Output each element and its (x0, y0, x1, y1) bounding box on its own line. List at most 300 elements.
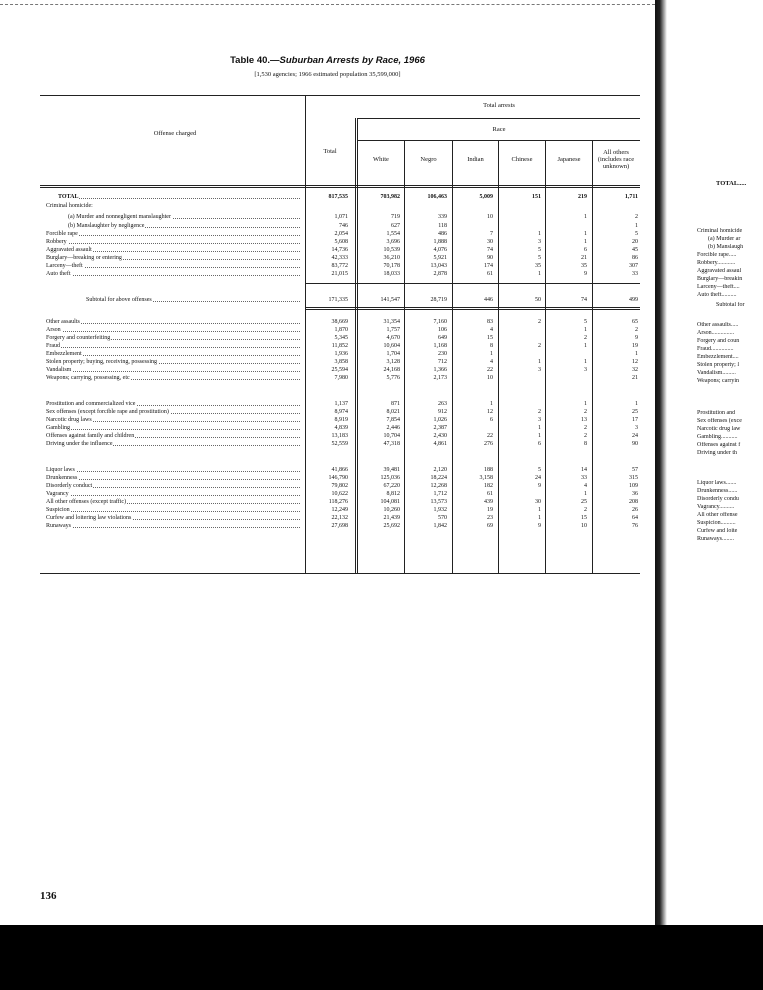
cell-negro: 1,842 (433, 523, 447, 529)
right-page-row: Burglary—breakin (697, 276, 743, 282)
row-label (46, 342, 300, 350)
cell-negro: 28,719 (430, 297, 447, 303)
row-label-text: Subtotal for above offenses (86, 297, 152, 303)
cell-japanese: 2 (584, 433, 587, 439)
cell-white: 5,776 (386, 375, 400, 381)
row-label (46, 202, 300, 210)
right-page-row: Robbery............ (697, 260, 736, 266)
right-page-row: Embezzlement.... (697, 354, 739, 360)
cell-negro: 2,878 (433, 271, 447, 277)
cell-others: 2 (635, 214, 638, 220)
cell-negro: 118 (438, 223, 447, 229)
book-page-right (655, 0, 763, 925)
cell-negro: 12,268 (430, 483, 447, 489)
row-label-text: Larceny—theft (46, 263, 83, 269)
cell-negro: 13,573 (430, 499, 447, 505)
cell-white: 18,033 (383, 271, 400, 277)
cell-japanese: 4 (584, 483, 587, 489)
right-page-row: Sex offenses (exce (697, 418, 742, 424)
row-label-text: Robbery (46, 239, 67, 245)
row-label (46, 490, 300, 498)
row-label (46, 254, 300, 262)
cell-total: 42,333 (331, 255, 348, 261)
right-page-row: Larceny—theft.... (697, 284, 740, 290)
cell-chinese: 6 (538, 441, 541, 447)
scanner-background (0, 925, 763, 990)
cell-total: 10,622 (331, 491, 348, 497)
cell-chinese: 1 (538, 515, 541, 521)
table-row (0, 350, 640, 358)
table-row (0, 408, 640, 416)
cell-white: 10,704 (383, 433, 400, 439)
cell-indian: 174 (484, 263, 493, 269)
cell-japanese: 13 (581, 417, 587, 423)
cell-white: 125,036 (380, 475, 400, 481)
cell-chinese: 30 (535, 499, 541, 505)
cell-indian: 439 (484, 499, 493, 505)
table-row (0, 262, 640, 270)
right-page-row: (b) Manslaugh (708, 244, 744, 250)
table-row (0, 238, 640, 246)
row-label-text: Weapons; carrying, possessing, etc (46, 375, 130, 381)
cell-white: 3,128 (386, 359, 400, 365)
cell-japanese: 35 (581, 263, 587, 269)
row-label-text: Prostitution and commercialized vice (46, 401, 136, 407)
cell-japanese: 1 (584, 491, 587, 497)
cell-total: 146,790 (328, 475, 348, 481)
cell-others: 64 (632, 515, 638, 521)
row-label (46, 514, 300, 522)
header-total-arrests: Total arrests (483, 102, 515, 109)
cell-japanese: 10 (581, 523, 587, 529)
row-label (46, 474, 300, 482)
cell-negro: 4,076 (433, 247, 447, 253)
cell-chinese: 3 (538, 367, 541, 373)
cell-indian: 10 (487, 214, 493, 220)
cell-others: 1 (635, 401, 638, 407)
cell-others: 499 (629, 297, 638, 303)
cell-total: 5,345 (334, 335, 348, 341)
right-page-row: Offenses against f (697, 442, 741, 448)
row-label (46, 424, 300, 432)
cell-japanese: 1 (584, 327, 587, 333)
cell-others: 76 (632, 523, 638, 529)
cell-negro: 1,888 (433, 239, 447, 245)
cell-chinese: 50 (535, 297, 541, 303)
right-page-row: Vagrancy.......... (697, 504, 735, 510)
cell-others: 315 (629, 475, 638, 481)
cell-indian: 6 (490, 417, 493, 423)
right-page-row: All other offense (697, 512, 738, 518)
cell-japanese: 2 (584, 335, 587, 341)
cell-negro: 13,043 (430, 263, 447, 269)
row-label (68, 222, 300, 230)
row-label-text: Narcotic drug laws (46, 417, 92, 423)
cell-indian: 61 (487, 271, 493, 277)
row-label (58, 193, 300, 201)
table-row (0, 202, 640, 210)
cell-others: 17 (632, 417, 638, 423)
cell-indian: 90 (487, 255, 493, 261)
right-page-row: (a) Murder ar (708, 236, 741, 242)
cell-others: 208 (629, 499, 638, 505)
cell-japanese: 14 (581, 467, 587, 473)
right-page-row: Subtotal for (716, 302, 745, 308)
cell-total: 746 (339, 223, 348, 229)
right-page-row: Auto theft.......... (697, 292, 737, 298)
cell-chinese: 2 (538, 319, 541, 325)
cell-chinese: 24 (535, 475, 541, 481)
cell-negro: 4,861 (433, 441, 447, 447)
cell-others: 9 (635, 335, 638, 341)
cell-white: 2,446 (386, 425, 400, 431)
cell-chinese: 3 (538, 417, 541, 423)
row-label (46, 366, 300, 374)
cell-chinese: 9 (538, 523, 541, 529)
row-label (46, 432, 300, 440)
row-label (46, 238, 300, 246)
table-row (0, 254, 640, 262)
table-row (0, 498, 640, 506)
cell-japanese: 74 (581, 297, 587, 303)
right-page-row: Criminal homicide (697, 228, 743, 234)
cell-others: 3 (635, 425, 638, 431)
table-row (0, 466, 640, 474)
cell-others: 1,711 (624, 194, 638, 200)
cell-total: 7,980 (334, 375, 348, 381)
cell-others: 32 (632, 367, 638, 373)
right-page-row: Drunkenness...... (697, 488, 738, 494)
cell-negro: 1,168 (433, 343, 447, 349)
cell-total: 8,919 (334, 417, 348, 423)
table-row (0, 246, 640, 254)
cell-chinese: 35 (535, 263, 541, 269)
row-label (46, 230, 300, 238)
cell-chinese: 1 (538, 425, 541, 431)
cell-total: 4,839 (334, 425, 348, 431)
cell-chinese: 151 (532, 194, 541, 200)
header-chinese: Chinese (511, 156, 533, 163)
cell-japanese: 33 (581, 475, 587, 481)
cell-white: 1,554 (386, 231, 400, 237)
cell-indian: 22 (487, 433, 493, 439)
cell-others: 45 (632, 247, 638, 253)
header-all-others: All others (includes race unknown) (597, 149, 635, 170)
cell-total: 8,974 (334, 409, 348, 415)
cell-total: 12,249 (331, 507, 348, 513)
cell-japanese: 6 (584, 247, 587, 253)
cell-indian: 188 (484, 467, 493, 473)
cell-negro: 2,120 (433, 467, 447, 473)
cell-indian: 19 (487, 507, 493, 513)
cell-white: 36,210 (383, 255, 400, 261)
row-label-text: Gambling (46, 425, 70, 431)
cell-chinese: 1 (538, 231, 541, 237)
cell-indian: 276 (484, 441, 493, 447)
cell-total: 14,736 (331, 247, 348, 253)
right-page-row: Vandalism......... (697, 370, 736, 376)
cell-negro: 570 (438, 515, 447, 521)
cell-others: 20 (632, 239, 638, 245)
cell-total: 22,132 (331, 515, 348, 521)
cell-japanese: 2 (584, 409, 587, 415)
cell-japanese: 1 (584, 359, 587, 365)
row-label (46, 408, 300, 416)
row-label (46, 522, 300, 530)
cell-japanese: 1 (584, 401, 587, 407)
cell-white: 703,982 (380, 194, 400, 200)
cell-white: 31,354 (383, 319, 400, 325)
cell-negro: 1,366 (433, 367, 447, 373)
row-label-text: Runaways (46, 523, 71, 529)
cell-white: 10,604 (383, 343, 400, 349)
row-label (46, 246, 300, 254)
cell-indian: 22 (487, 367, 493, 373)
cell-negro: 1,932 (433, 507, 447, 513)
cell-white: 7,854 (386, 417, 400, 423)
cell-negro: 263 (438, 401, 447, 407)
table-row (0, 432, 640, 440)
table-row (0, 366, 640, 374)
cell-total: 2,054 (334, 231, 348, 237)
row-label (46, 318, 300, 326)
cell-indian: 5,009 (479, 194, 493, 200)
cell-japanese: 219 (578, 194, 587, 200)
row-label (46, 416, 300, 424)
row-label (46, 374, 300, 382)
cell-chinese: 5 (538, 467, 541, 473)
table-row (0, 374, 640, 382)
right-page-row: Runaways........ (697, 536, 734, 542)
cell-japanese: 5 (584, 319, 587, 325)
table-row (0, 296, 640, 304)
row-label-text: TOTAL (58, 194, 79, 200)
cell-white: 10,539 (383, 247, 400, 253)
cell-indian: 83 (487, 319, 493, 325)
row-label-text: Vagrancy (46, 491, 69, 497)
cell-negro: 1,712 (433, 491, 447, 497)
row-label-text: Drunkenness (46, 475, 78, 481)
right-page-row: Weapons; carryin (697, 378, 739, 384)
cell-japanese: 3 (584, 367, 587, 373)
row-label (46, 498, 300, 506)
row-label (86, 296, 300, 304)
table-row (0, 490, 640, 498)
cell-indian: 7 (490, 231, 493, 237)
cell-japanese: 8 (584, 441, 587, 447)
row-label-text: Forgery and counterfeiting (46, 335, 111, 341)
cell-others: 90 (632, 441, 638, 447)
row-label (46, 482, 300, 490)
cell-white: 8,021 (386, 409, 400, 415)
table-subtitle: [1,530 agencies; 1966 estimated population 35,599,000] (254, 71, 401, 78)
cell-negro: 7,160 (433, 319, 447, 325)
row-label (46, 334, 300, 342)
cell-others: 86 (632, 255, 638, 261)
cell-indian: 23 (487, 515, 493, 521)
cell-white: 39,481 (383, 467, 400, 473)
cell-others: 5 (635, 231, 638, 237)
cell-negro: 230 (438, 351, 447, 357)
cell-negro: 5,921 (433, 255, 447, 261)
cell-others: 57 (632, 467, 638, 473)
cell-white: 1,757 (386, 327, 400, 333)
cell-negro: 649 (438, 335, 447, 341)
cell-chinese: 1 (538, 359, 541, 365)
cell-white: 3,696 (386, 239, 400, 245)
cell-total: 79,802 (331, 483, 348, 489)
cell-others: 65 (632, 319, 638, 325)
cell-chinese: 2 (538, 409, 541, 415)
row-label-text: Burglary—breaking or entering (46, 255, 122, 261)
cell-indian: 69 (487, 523, 493, 529)
cell-total: 118,276 (328, 499, 348, 505)
cell-japanese: 1 (584, 214, 587, 220)
scan-edge-line (0, 4, 655, 5)
right-page-row: Other assaults..... (697, 322, 739, 328)
row-label-text: Arson (46, 327, 61, 333)
cell-negro: 1,026 (433, 417, 447, 423)
right-page-row: Disorderly condu (697, 496, 739, 502)
cell-white: 141,547 (380, 297, 400, 303)
header-negro: Negro (420, 156, 437, 163)
right-page-total: TOTAL..... (716, 180, 747, 187)
cell-white: 47,318 (383, 441, 400, 447)
cell-japanese: 21 (581, 255, 587, 261)
table-row (0, 193, 640, 201)
table-row (0, 400, 640, 408)
cell-chinese: 5 (538, 255, 541, 261)
cell-indian: 74 (487, 247, 493, 253)
cell-negro: 2,387 (433, 425, 447, 431)
cell-negro: 106 (438, 327, 447, 333)
cell-indian: 30 (487, 239, 493, 245)
title-italic: Suburban Arrests by Race, 1966 (279, 55, 425, 66)
row-label-text: Sex offenses (except forcible rape and prostitution) (46, 409, 169, 415)
cell-chinese: 2 (538, 343, 541, 349)
table-row (0, 213, 640, 221)
cell-total: 27,698 (331, 523, 348, 529)
header-indian: Indian (467, 156, 484, 163)
cell-white: 871 (391, 401, 400, 407)
cell-white: 627 (391, 223, 400, 229)
cell-white: 719 (391, 214, 400, 220)
cell-japanese: 9 (584, 271, 587, 277)
cell-indian: 10 (487, 375, 493, 381)
row-label-text: Disorderly conduct (46, 483, 93, 489)
right-page-row: Narcotic drug law (697, 426, 741, 432)
header-japanese: Japanese (557, 156, 581, 163)
right-page-row: Forcible rape..... (697, 252, 737, 258)
cell-total: 41,866 (331, 467, 348, 473)
row-label (68, 213, 300, 221)
cell-total: 1,936 (334, 351, 348, 357)
cell-total: 5,608 (334, 239, 348, 245)
cell-japanese: 15 (581, 515, 587, 521)
cell-total: 817,535 (328, 194, 348, 200)
row-label-text: (a) Murder and nonnegligent manslaughter (68, 214, 171, 220)
cell-japanese: 1 (584, 239, 587, 245)
cell-total: 13,183 (331, 433, 348, 439)
table-row (0, 440, 640, 448)
row-label (46, 440, 300, 448)
right-page-row: Curfew and loite (697, 528, 738, 534)
cell-indian: 182 (484, 483, 493, 489)
cell-others: 1 (635, 223, 638, 229)
cell-japanese: 2 (584, 507, 587, 513)
table-row (0, 270, 640, 278)
cell-total: 171,335 (328, 297, 348, 303)
right-page-row: Fraud............... (697, 346, 734, 352)
table-title (0, 55, 655, 66)
cell-total: 25,594 (331, 367, 348, 373)
row-label (46, 270, 300, 278)
cell-white: 67,220 (383, 483, 400, 489)
cell-japanese: 2 (584, 425, 587, 431)
table-row (0, 482, 640, 490)
cell-others: 25 (632, 409, 638, 415)
right-page-row: Driving under th (697, 450, 737, 456)
row-label (46, 466, 300, 474)
book-gutter-shadow (655, 0, 667, 925)
table-row (0, 358, 640, 366)
cell-others: 307 (629, 263, 638, 269)
cell-indian: 3,158 (479, 475, 493, 481)
header-total: Total (323, 148, 337, 155)
cell-others: 109 (629, 483, 638, 489)
cell-indian: 15 (487, 335, 493, 341)
cell-total: 38,669 (331, 319, 348, 325)
cell-negro: 486 (438, 231, 447, 237)
table-row (0, 326, 640, 334)
cell-others: 19 (632, 343, 638, 349)
cell-white: 25,692 (383, 523, 400, 529)
table-row (0, 522, 640, 530)
row-label (46, 262, 300, 270)
cell-others: 21 (632, 375, 638, 381)
row-label (46, 506, 300, 514)
row-label-text: Vandalism (46, 367, 72, 373)
cell-negro: 18,224 (430, 475, 447, 481)
cell-negro: 912 (438, 409, 447, 415)
cell-total: 1,071 (334, 214, 348, 220)
cell-indian: 61 (487, 491, 493, 497)
right-page-row: Arson............... (697, 330, 735, 336)
row-label-text: Liquor laws (46, 467, 75, 473)
right-page-row: Prostitution and (697, 410, 736, 416)
cell-negro: 2,173 (433, 375, 447, 381)
row-label-text: Stolen property; buying, receiving, possessing (46, 359, 157, 365)
cell-negro: 712 (438, 359, 447, 365)
cell-others: 33 (632, 271, 638, 277)
cell-chinese: 3 (538, 239, 541, 245)
cell-total: 1,870 (334, 327, 348, 333)
cell-japanese: 25 (581, 499, 587, 505)
cell-white: 104,081 (380, 499, 400, 505)
table-row (0, 222, 640, 230)
row-label (46, 326, 300, 334)
table-row (0, 318, 640, 326)
cell-chinese: 1 (538, 507, 541, 513)
cell-chinese: 1 (538, 433, 541, 439)
cell-total: 1,137 (334, 401, 348, 407)
row-label-text: Auto theft (46, 271, 71, 277)
table-row (0, 342, 640, 350)
cell-indian: 446 (484, 297, 493, 303)
row-label-text: (b) Manslaughter by negligence (68, 223, 145, 229)
table-row (0, 230, 640, 238)
page-number: 136 (40, 890, 57, 902)
